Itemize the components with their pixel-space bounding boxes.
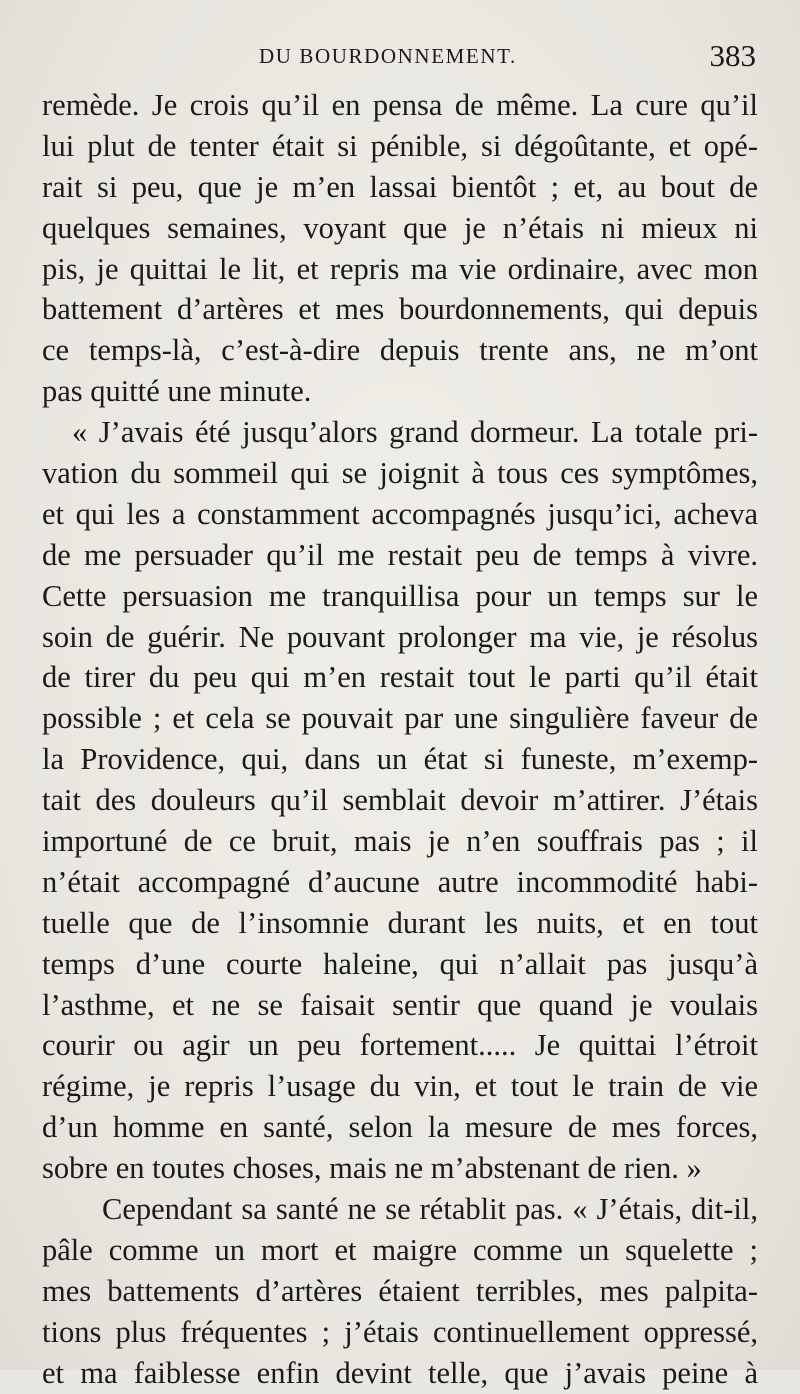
text-line: Cependant sa santé ne se rétablit pas. « J’étais, dit-il, — [102, 1192, 758, 1227]
text-line: temps d’une courte haleine, qui n’allait pas jusqu’à — [42, 946, 758, 981]
text-line: de tirer du peu qui m’en restait tout le parti qu’il était — [42, 660, 758, 695]
text-line: soin de guérir. Ne pouvant prolonger ma vie, je résolus — [42, 619, 758, 654]
page-number: 383 — [709, 38, 756, 73]
text-line: régime, je repris l’usage du vin, et tout le train de vie — [42, 1069, 758, 1104]
body-text — [42, 85, 758, 1394]
text-line: rait si peu, que je m’en lassai bientôt ; et, au bout de — [42, 169, 758, 204]
text-line: pâle comme un mort et maigre comme un squelette ; — [42, 1232, 758, 1267]
text-line: courir ou agir un peu fortement..... Je quittai l’étroit — [42, 1028, 758, 1063]
text-line: tions plus fréquentes ; j’étais continuellement oppressé, — [42, 1314, 758, 1349]
text-line: battement d’artères et mes bourdonnements, qui depuis — [42, 292, 758, 327]
text-line: sobre en toutes choses, mais ne m’abstenant de rien. » — [42, 1151, 702, 1186]
text-line: possible ; et cela se pouvait par une singulière faveur de — [42, 701, 758, 736]
text-line: d’un homme en santé, selon la mesure de mes forces, — [42, 1110, 758, 1145]
text-line: la Providence, qui, dans un état si funeste, m’exemp- — [42, 742, 758, 777]
text-line: l’asthme, et ne se faisait sentir que quand je voulais — [42, 987, 758, 1022]
text-line: et qui les a constamment accompagnés jusqu’ici, acheva — [42, 496, 758, 531]
running-head — [0, 36, 800, 80]
text-line: vation du sommeil qui se joignit à tous ces symptômes, — [42, 456, 758, 491]
text-line: importuné de ce bruit, mais je n’en souffrais pas ; il — [42, 824, 758, 859]
text-line: tait des douleurs qu’il semblait devoir m’attirer. J’étais — [42, 783, 758, 818]
text-line: pis, je quittai le lit, et repris ma vie ordinaire, avec mon — [42, 251, 758, 286]
running-title: DU BOURDONNEMENT. — [259, 44, 517, 68]
text-line: n’était accompagné d’aucune autre incommodité habi- — [42, 864, 758, 899]
text-line: remède. Je crois qu’il en pensa de même. La cure qu’il — [42, 88, 758, 122]
text-line: quelques semaines, voyant que je n’étais ni mieux ni — [42, 210, 758, 245]
text-line: mes battements d’artères étaient terribles, mes palpita- — [42, 1273, 758, 1308]
text-line: « J’avais été jusqu’alors grand dormeur. La totale pri- — [72, 415, 758, 450]
text-line: ce temps-là, c’est-à-dire depuis trente ans, ne m’ont — [42, 333, 758, 368]
text-line: pas quitté une minute. — [42, 374, 312, 409]
text-line: de me persuader qu’il me restait peu de temps à vivre. — [42, 537, 758, 572]
text-line: lui plut de tenter était si pénible, si dégoûtante, et opé- — [42, 128, 758, 163]
text-line: tuelle que de l’insomnie durant les nuits, et en tout — [42, 905, 758, 940]
text-line: et ma faiblesse enfin devint telle, que j’avais peine à — [42, 1355, 758, 1390]
text-line: Cette persuasion me tranquillisa pour un temps sur le — [42, 578, 758, 613]
